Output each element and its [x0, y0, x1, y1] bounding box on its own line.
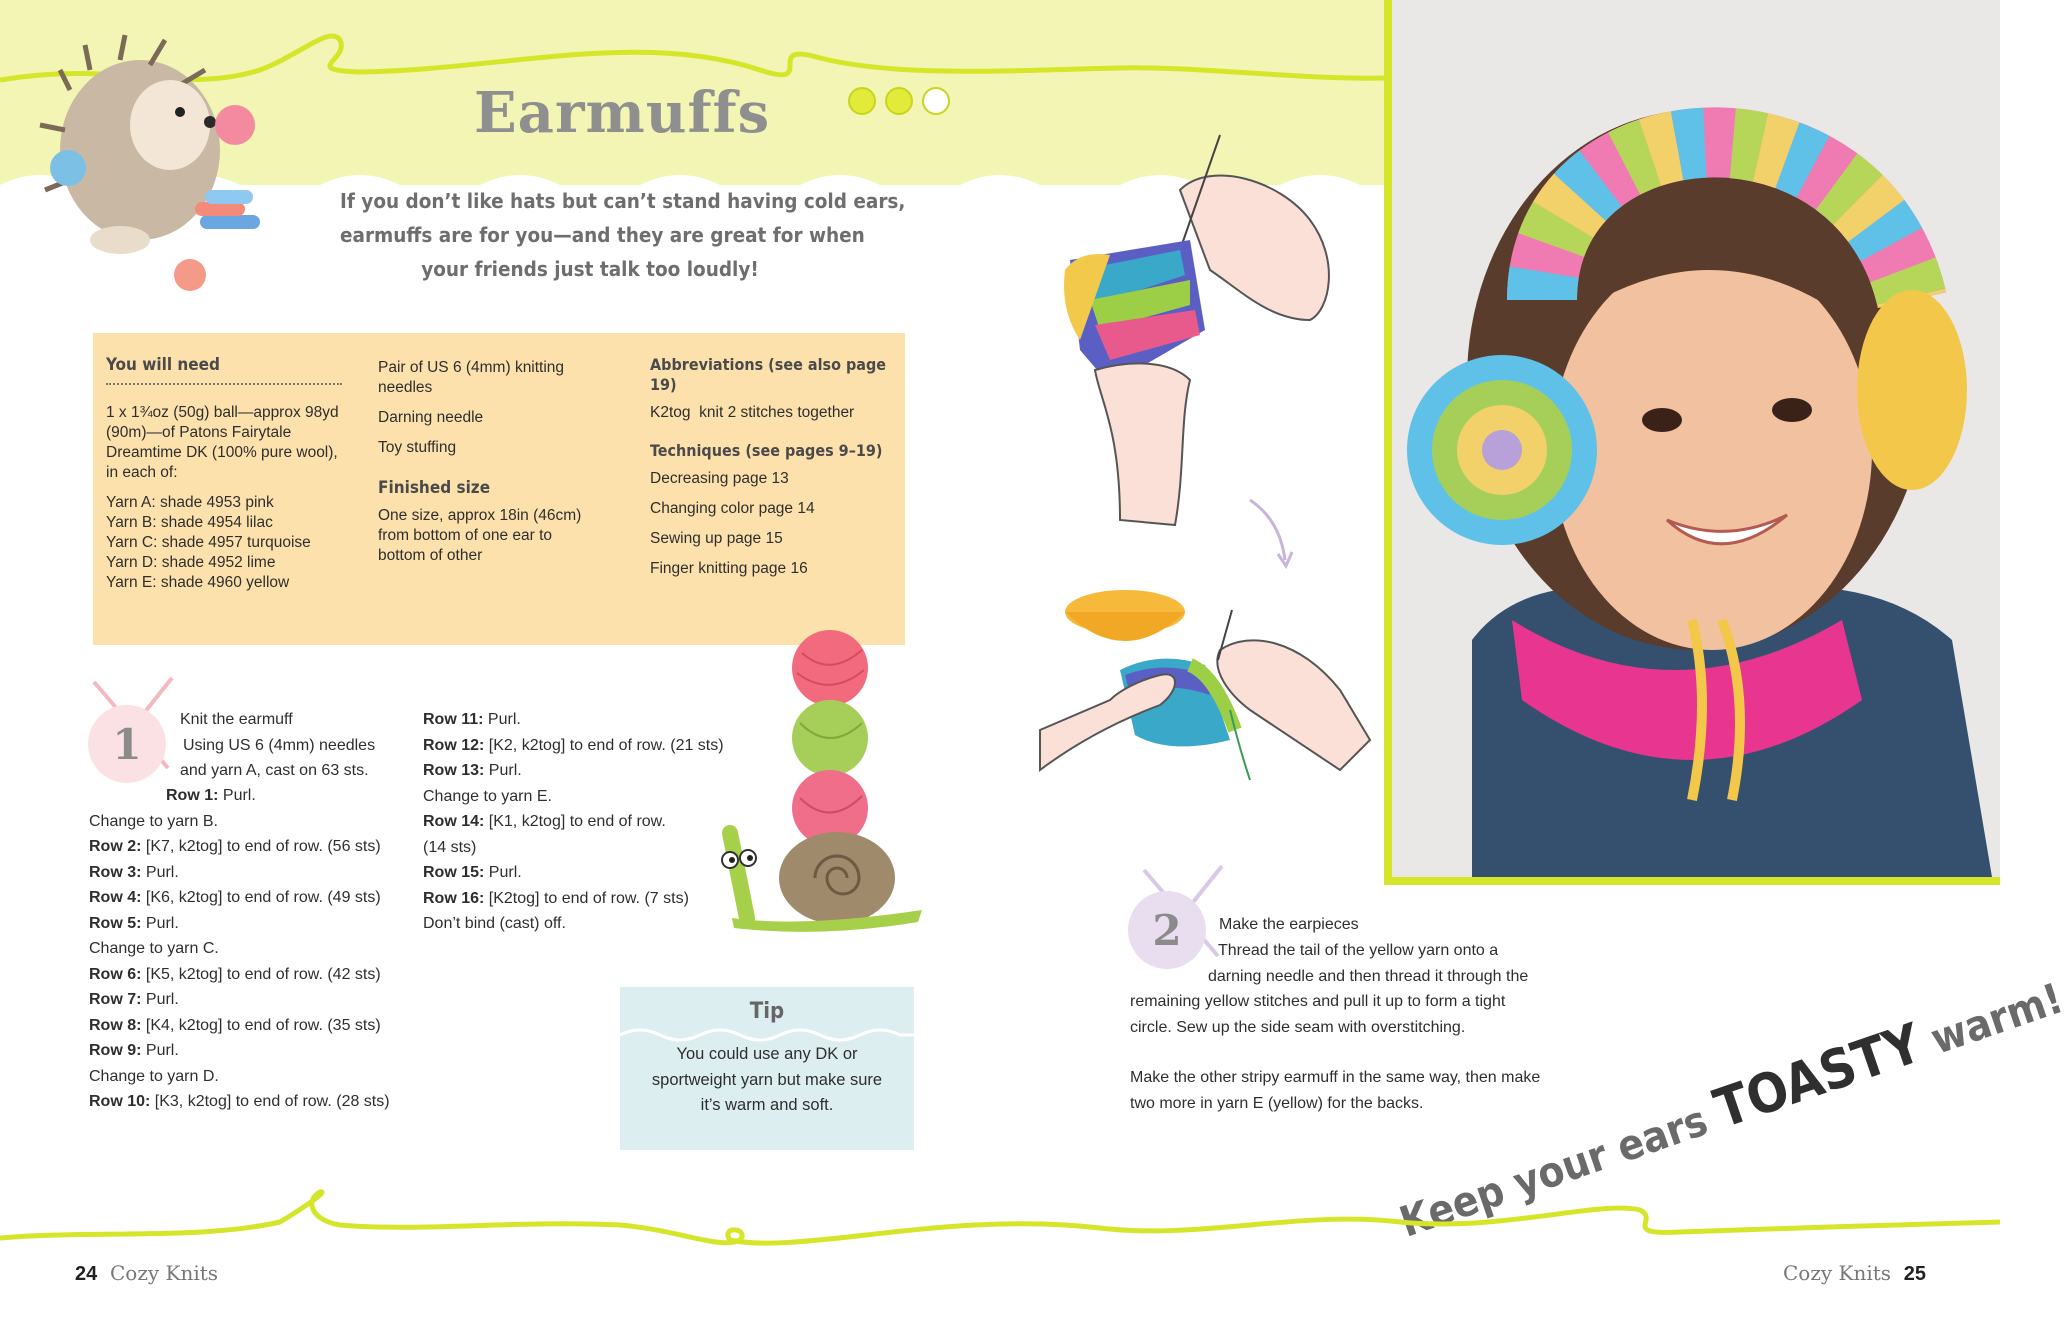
pattern-row: Row 12: [K2, k2tog] to end of row. (21 sts) [423, 736, 724, 754]
pattern-row: Row 2: [K7, k2tog] to end of row. (56 sts) [89, 838, 381, 855]
photo-girl-earmuffs [1384, 0, 2000, 885]
tip-line: You could use any DK or [676, 1045, 858, 1063]
pattern-row: Row 8: [K4, k2tog] to end of row. (35 sts) [89, 1016, 381, 1034]
rating-empty-icon [923, 88, 949, 114]
pattern-row: Row 14: [K1, k2tog] to end of row. [423, 813, 666, 830]
abbreviations-heading: Abbreviations (see also page 19) [650, 355, 887, 394]
tip-line: it’s warm and soft. [700, 1096, 834, 1114]
pattern-row: Row 5: Purl. [89, 914, 179, 932]
yarn-item: Yarn C: shade 4957 turquoise [106, 534, 311, 551]
materials-col-3 [650, 355, 900, 589]
page-number: 24 [75, 1263, 98, 1285]
pattern-row: Row 11: Purl. [423, 711, 521, 728]
step-2-line: Make the other stripy earmuff in the same way, then make [1130, 1069, 1541, 1086]
pattern-row: Row 13: Purl. [423, 762, 522, 779]
step-1-heading: Knit the earmuff [180, 711, 293, 728]
page-number: 25 [1903, 1263, 1927, 1285]
intro-text [340, 184, 906, 286]
yarn-item: Yarn B: shade 4954 lilac [106, 514, 273, 531]
pattern-row: Row 6: [K5, k2tog] to end of row. (42 sts) [89, 965, 381, 983]
snail-yarn-illustration [712, 628, 932, 938]
pattern-row: Row 16: [K2tog] to end of row. (7 sts) [423, 889, 689, 907]
intro-line: If you don’t like hats but can’t stand having cold ears, [340, 189, 906, 213]
pattern-row: (14 sts) [423, 838, 477, 856]
technique-item: Decreasing page 13 [650, 470, 789, 487]
slogan-part: Keep your ears [1393, 1091, 1727, 1247]
tip-box [620, 987, 914, 1150]
step-1-intro [180, 707, 375, 784]
pattern-row: Row 1: Purl. [166, 787, 256, 804]
step-1-intro-line: Using US 6 (4mm) needles [183, 736, 376, 754]
step-2-line: darning needle and then thread it through the [1208, 967, 1529, 985]
techniques-heading: Techniques (see pages 9–19) [650, 441, 883, 460]
tip-wave-divider [620, 1025, 914, 1045]
divider [106, 383, 342, 385]
pattern-row: Change to yarn C. [89, 940, 219, 957]
pattern-row: Row 15: Purl. [423, 864, 522, 881]
abbreviation-definition: knit 2 stitches together [699, 404, 855, 421]
slogan-emphasis: TOASTY [1706, 1011, 1930, 1141]
materials-col-1 [106, 355, 346, 593]
step-1-rows-col-1 [89, 783, 390, 1115]
step-2-badge: 2 [1128, 891, 1206, 969]
footer-decoration [0, 1170, 2000, 1260]
pattern-row: Don’t bind (cast) off. [423, 915, 566, 932]
materials-item: Pair of US 6 (4mm) knitting needles [378, 359, 565, 396]
technique-item: Changing color page 14 [650, 500, 815, 517]
pattern-row: Change to yarn E. [423, 787, 552, 805]
materials-item: Toy stuffing [378, 439, 457, 456]
step-2-line: two more in yarn E (yellow) for the backs. [1130, 1094, 1424, 1112]
yarn-item: Yarn D: shade 4952 lime [106, 554, 276, 571]
intro-line: your friends just talk too loudly! [421, 257, 759, 281]
footer-left [75, 1261, 218, 1286]
intro-line: earmuffs are for you—and they are great for when [340, 223, 865, 247]
technique-item: Sewing up page 15 [650, 530, 783, 547]
book-title: Cozy Knits [109, 1261, 219, 1285]
pattern-row: Row 10: [K3, k2tog] to end of row. (28 sts) [89, 1093, 390, 1110]
finished-size-text: One size, approx 18in (46cm) from bottom of one ear to bottom of other [378, 507, 582, 564]
step-1-badge: 1 [88, 705, 166, 783]
tip-line: sportweight yarn but make sure [651, 1070, 883, 1089]
materials-item: Darning needle [378, 409, 484, 426]
step-2-body [1130, 938, 1540, 1116]
book-title: Cozy Knits [1783, 1261, 1892, 1285]
page-title: Earmuffs [474, 80, 771, 146]
rating-smiley-icon [849, 88, 875, 114]
technique-item: Finger knitting page 16 [650, 560, 808, 577]
pattern-row: Row 4: [K6, k2tog] to end of row. (49 sts) [89, 889, 381, 906]
rating-smiley-icon [886, 88, 912, 114]
hedgehog-illustration [30, 30, 280, 280]
materials-heading: You will need [106, 355, 220, 375]
step-1-rows-col-2 [423, 707, 724, 937]
materials-col-2 [378, 358, 598, 576]
step-1-intro-line: and yarn A, cast on 63 sts. [180, 762, 369, 779]
photo-illustration [1392, 0, 2000, 877]
finished-size-heading: Finished size [378, 478, 491, 498]
pattern-row: Row 7: Purl. [89, 991, 179, 1008]
step-2-heading: Make the earpieces [1219, 916, 1359, 933]
footer-right [1783, 1261, 1926, 1286]
abbreviation-term: K2tog [650, 404, 691, 421]
pattern-row: Row 3: Purl. [89, 863, 179, 881]
slogan-part: warm! [1912, 973, 2069, 1069]
step-2-line: remaining yellow stitches and pull it up to form a tight [1130, 993, 1506, 1010]
step-2-line: circle. Sew up the side seam with overstitching. [1130, 1018, 1466, 1036]
step-2-line: Thread the tail of the yellow yarn onto a [1218, 942, 1499, 959]
tip-heading: Tip [749, 999, 785, 1024]
pattern-row: Change to yarn D. [89, 1067, 219, 1085]
pattern-row: Row 9: Purl. [89, 1042, 179, 1059]
sewing-illustration [1040, 130, 1390, 780]
yarn-item: Yarn A: shade 4953 pink [106, 494, 274, 511]
pattern-row: Change to yarn B. [89, 812, 218, 830]
yarn-item: Yarn E: shade 4960 yellow [106, 574, 290, 591]
yarn-description: 1 x 1¾oz (50g) ball—approx 98yd (90m)—of Patons Fairytale Dreamtime DK (100% pure wool), in each of: [106, 404, 339, 481]
